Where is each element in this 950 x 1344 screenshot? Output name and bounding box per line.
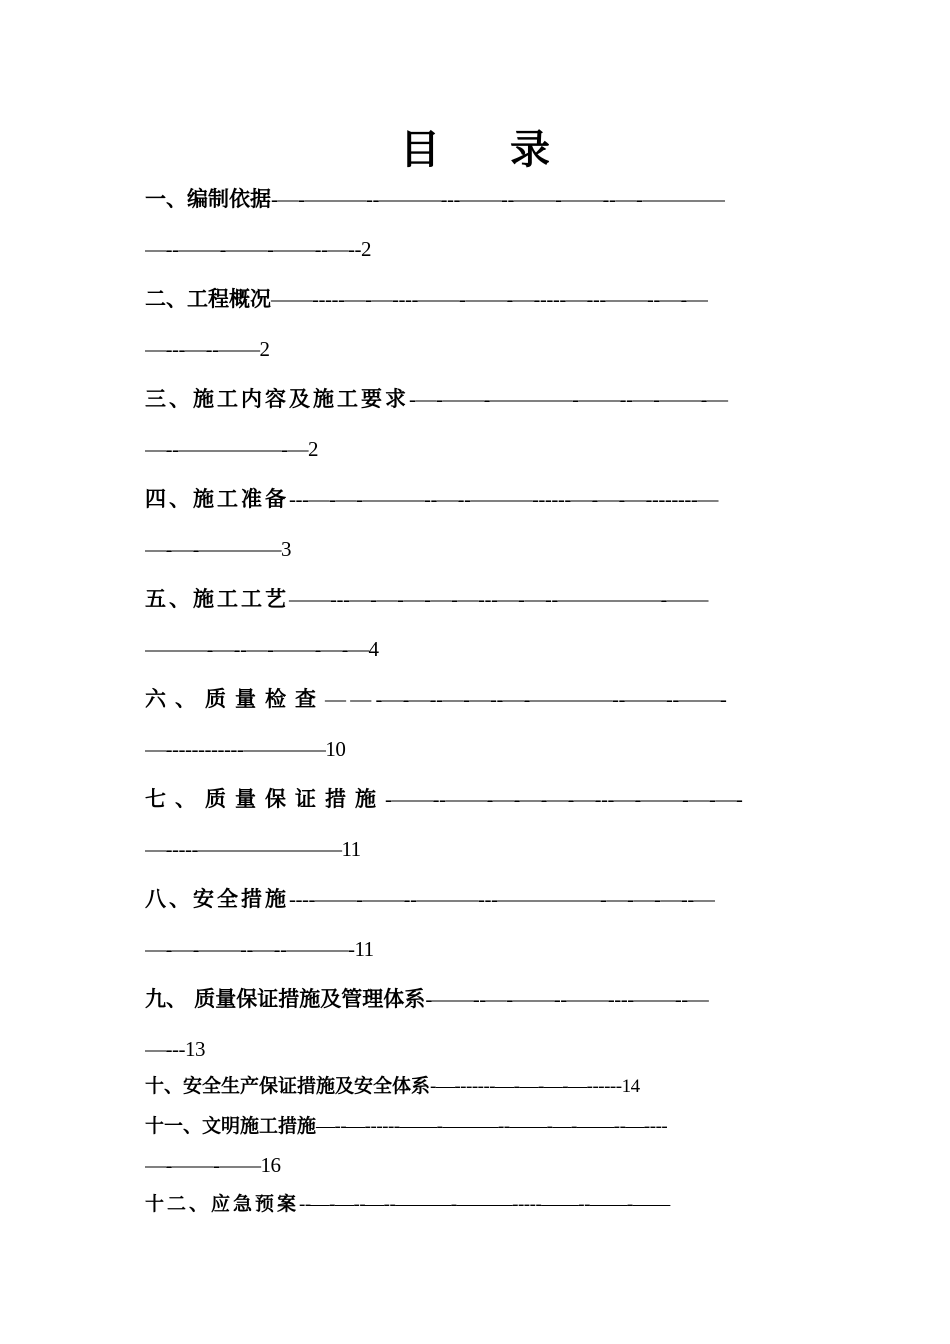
toc-entry-2-line2	[145, 334, 810, 364]
toc-entry-7-line2	[145, 834, 810, 864]
toc-entry-4-line1	[145, 484, 810, 514]
toc-entry-7-page: —-----———————11	[145, 837, 361, 861]
toc-entry-5-line1	[145, 584, 810, 614]
toc-entry-9-page: —---13	[145, 1037, 205, 1061]
toc-entry-3-line2	[145, 434, 810, 464]
toc-entry-4-leader: ---—-—-———--—--———------—-—-—--------—	[289, 487, 718, 511]
toc-entry-4-heading: 四、施工准备	[145, 487, 289, 511]
toc-entry-3-line1	[145, 384, 810, 414]
toc-entry-5-leader: ——---—-—-—-—-—---—-—--—————-——	[289, 587, 708, 611]
toc-entry-1-heading: 一、编制依据	[145, 187, 271, 211]
toc-entry-4-line2	[145, 534, 810, 564]
toc-entry-2-heading: 二、工程概况	[145, 287, 271, 311]
toc-entry-6-heading: 六、质量检查	[145, 687, 325, 711]
toc-entry-9-line1	[145, 984, 810, 1014]
toc-entry-7-line1	[145, 784, 810, 814]
toc-entry-12-line1	[145, 1188, 810, 1220]
toc-entry-9-heading: 九、 质量保证措施及管理体系	[145, 987, 426, 1011]
toc-entry-1-line2	[145, 234, 810, 264]
toc-entry-7-leader: -——--——-—-—-—-—---—-——-—-—-	[385, 787, 743, 811]
toc-entry-3-page: —--—————-—2	[145, 437, 318, 461]
toc-entry-7-heading: 七、质量保证措施	[145, 787, 385, 811]
toc-entry-4-page: —-—-————3	[145, 537, 291, 561]
toc-entry-1-line1	[145, 184, 810, 214]
toc-entry-2-line1	[145, 284, 810, 314]
toc-entry-1-leader: -—-———--———---——--——-——--—-————	[271, 187, 725, 211]
toc-entry-8-page: —-—-——--—--———-11	[145, 937, 374, 961]
toc-entry-5-page: ———-—--—-——-—-—4	[145, 637, 379, 661]
toc-entry-5-line2	[145, 634, 810, 664]
toc-entry-6-page: —------------————10	[145, 737, 346, 761]
toc-entry-2-page: —---—--——2	[145, 337, 270, 361]
toc-entry-6-line1	[145, 684, 810, 714]
toc-entry-12-heading: 十二、应急预案	[145, 1193, 300, 1215]
toc-entry-2-leader: ——-----—-—----——-——-—-----—---——--—-—	[271, 287, 708, 311]
toc-entry-10-heading: 十、安全生产保证措施及安全体系	[145, 1075, 431, 1097]
toc-entry-11-line1	[145, 1110, 810, 1142]
toc-entry-8-line1	[145, 884, 810, 914]
toc-entry-6-line2	[145, 734, 810, 764]
toc-title: 目 录	[400, 127, 578, 173]
toc-entry-1-page: —--——-——-——--—--2	[145, 237, 371, 261]
toc-entry-11-page: —-——-——16	[145, 1153, 281, 1177]
toc-entry-8-heading: 八、安全措施	[145, 887, 289, 911]
toc-entry-10-line1	[145, 1070, 810, 1102]
toc-entry-11-line2	[145, 1150, 810, 1180]
toc-entry-11-leader: —--—------——-———--——-—-——--—----	[316, 1116, 668, 1137]
toc-entry-6-leader: — — -—-—--—-—--—-————--——--——-	[325, 687, 727, 711]
toc-entry-8-line2	[145, 934, 810, 964]
toc-entry-12-leader: --—-—--—--———-———-----——--——-——	[299, 1194, 670, 1215]
toc-entry-11-heading: 十一、文明施工措施	[145, 1115, 317, 1137]
toc-entry-8-leader: ----——-——--———---—————-—-—-—--—	[289, 887, 715, 911]
toc-entry-10-leader: -—-------—-—-—-—------14	[430, 1076, 640, 1097]
toc-entry-9-line2	[145, 1034, 810, 1064]
toc-entry-5-heading: 五、施工工艺	[145, 587, 289, 611]
toc-entry-3-heading: 三、施工内容及施工要求	[145, 387, 409, 411]
toc-entry-3-leader: -—-——-————-——--—-——-—	[409, 387, 728, 411]
toc-entry-9-leader: -——--—-——--——----——--—	[425, 987, 709, 1011]
